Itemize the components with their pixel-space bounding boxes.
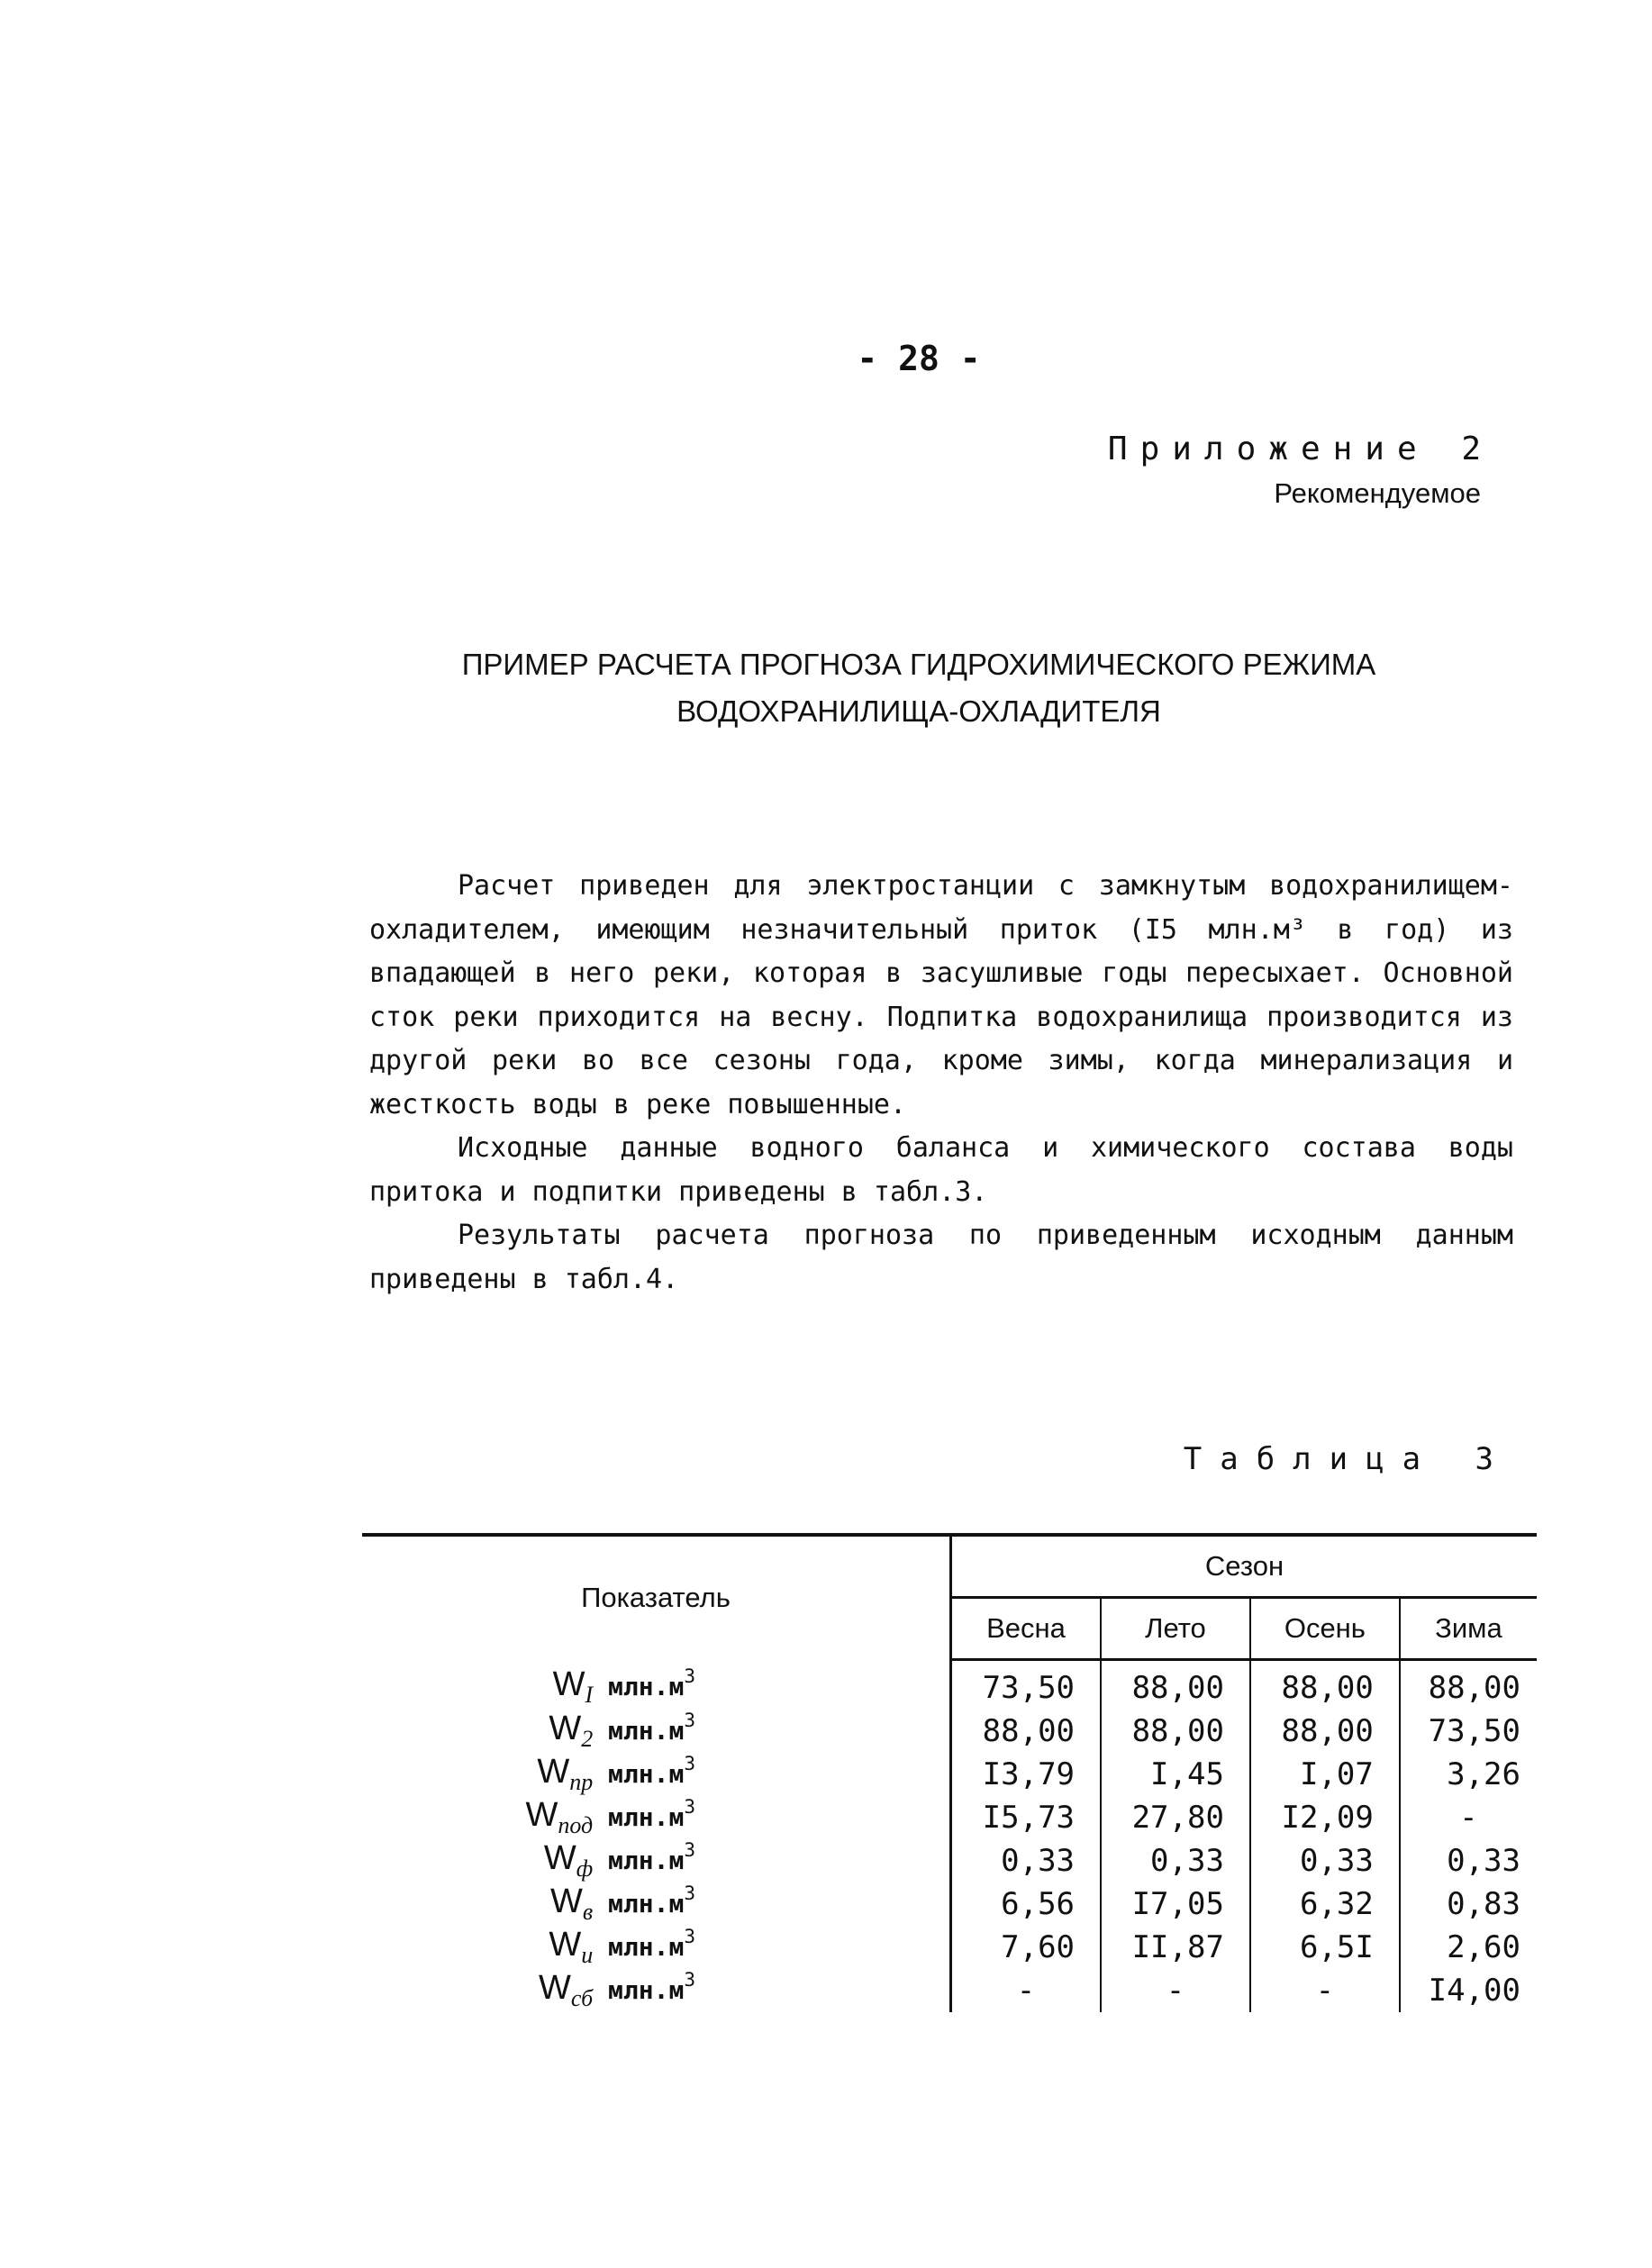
table-cell-winter: 0,33 (1447, 1843, 1520, 1879)
table-cell-spring: 6,56 (951, 1882, 1102, 1926)
row-indicator (362, 1926, 951, 1969)
indicator-subscript: пр (569, 1769, 594, 1795)
table-body (362, 1660, 1537, 2013)
table-cell-winter: - (1459, 1800, 1478, 1836)
table-cell-summer: 88,00 (1101, 1710, 1250, 1753)
header-season-autumn: Осень (1250, 1598, 1400, 1660)
table-cell-winter: 0,83 (1447, 1886, 1520, 1922)
header-indicator: Показатель (362, 1535, 951, 1660)
table-cell-autumn: I2,09 (1250, 1796, 1400, 1839)
indicator-symbol: W (537, 1753, 570, 1791)
table-cell-spring: I5,73 (951, 1796, 1102, 1839)
table-row (362, 1926, 1537, 1969)
indicator-symbol: W (552, 1665, 585, 1704)
unit-power: 3 (684, 1753, 695, 1774)
body-text (369, 865, 1513, 1302)
header-season-winter: Зима (1400, 1598, 1537, 1660)
appendix-status: Рекомендуемое (1274, 477, 1481, 509)
unit-power: 3 (684, 1839, 695, 1861)
table-caption: Таблица 3 (1183, 1441, 1511, 1477)
unit-power: 3 (684, 1926, 695, 1947)
table-cell-summer: 88,00 (1101, 1660, 1250, 1710)
indicator-unit: млн.м (593, 1975, 685, 2005)
header-season-spring: Весна (951, 1598, 1102, 1660)
table-row (362, 1710, 1537, 1753)
table-cell-autumn: - (1250, 1969, 1400, 2012)
row-indicator (362, 1660, 951, 1710)
table-cell-spring: 0,33 (951, 1839, 1102, 1882)
indicator-symbol: W (539, 1969, 571, 2007)
table-cell-summer: - (1101, 1969, 1250, 2012)
header-season-group: Сезон (951, 1535, 1538, 1598)
indicator-subscript: и (581, 1942, 594, 1968)
table-cell-spring: I3,79 (951, 1753, 1102, 1796)
unit-power: 3 (684, 1796, 695, 1818)
table-cell-autumn: 0,33 (1250, 1839, 1400, 1882)
table-row (362, 1753, 1537, 1796)
indicator-symbol: W (549, 1926, 582, 1964)
indicator-subscript: ф (576, 1855, 594, 1882)
indicator-subscript: под (558, 1812, 594, 1838)
unit-power: 3 (684, 1665, 695, 1688)
indicator-symbol: W (525, 1796, 558, 1834)
table-row (362, 1839, 1537, 1882)
indicator-subscript: в (582, 1899, 594, 1925)
unit-power: 3 (684, 1882, 695, 1904)
table-cell-summer: I7,05 (1101, 1882, 1250, 1926)
appendix-label: Приложение 2 (1107, 431, 1493, 467)
indicator-symbol: W (543, 1839, 576, 1877)
table-row (362, 1660, 1537, 1710)
table-cell-winter: I4,00 (1428, 1973, 1520, 2009)
table-cell-autumn: 6,5I (1250, 1926, 1400, 1969)
page-number: - 28 - (857, 339, 981, 378)
table-cell-spring: - (951, 1969, 1102, 2012)
table-row (362, 1796, 1537, 1839)
document-title (0, 641, 1652, 735)
row-indicator (362, 1839, 951, 1882)
water-balance-table (362, 1533, 1537, 2012)
indicator-subscript: I (585, 1682, 594, 1709)
title-line-2: ВОДОХРАНИЛИЩА-ОХЛАДИТЕЛЯ (676, 694, 1161, 728)
indicator-unit: млн.м (593, 1889, 685, 1919)
table-cell-winter: 73,50 (1428, 1713, 1520, 1749)
indicator-unit: млн.м (593, 1802, 685, 1832)
unit-power: 3 (684, 1710, 695, 1731)
table-cell-autumn: I,07 (1250, 1753, 1400, 1796)
indicator-subscript: сб (570, 1985, 594, 2011)
paragraph: Исходные данные водного баланса и химического состава воды притока и подпитки приведены в табл.3. (369, 1132, 1513, 1208)
header-season-summer: Лето (1101, 1598, 1250, 1660)
indicator-unit: млн.м (593, 1759, 685, 1789)
table-cell-summer: 0,33 (1101, 1839, 1250, 1882)
row-indicator (362, 1710, 951, 1753)
unit-power: 3 (684, 1969, 695, 1991)
table-cell-summer: I,45 (1101, 1753, 1250, 1796)
indicator-symbol: W (549, 1710, 582, 1747)
table-cell-spring: 88,00 (951, 1710, 1102, 1753)
indicator-unit: млн.м (593, 1932, 685, 1962)
table-cell-spring: 7,60 (951, 1926, 1102, 1969)
row-indicator (362, 1796, 951, 1839)
indicator-symbol: W (550, 1882, 583, 1920)
table-cell-summer: II,87 (1101, 1926, 1250, 1969)
row-indicator (362, 1753, 951, 1796)
indicator-subscript: 2 (581, 1726, 594, 1752)
indicator-unit: млн.м (593, 1716, 685, 1746)
paragraph: Результаты расчета прогноза по приведенным исходным данным приведены в табл.4. (369, 1220, 1513, 1295)
table-cell-summer: 27,80 (1101, 1796, 1250, 1839)
table-cell-winter: 3,26 (1447, 1756, 1520, 1792)
title-line-1: ПРИМЕР РАСЧЕТА ПРОГНОЗА ГИДРОХИМИЧЕСКОГО РЕЖИМА (461, 648, 1376, 681)
table-cell-autumn: 88,00 (1250, 1710, 1400, 1753)
table-cell-spring: 73,50 (951, 1660, 1102, 1710)
table-cell-autumn: 6,32 (1250, 1882, 1400, 1926)
indicator-unit: млн.м (593, 1846, 685, 1875)
table-row (362, 1969, 1537, 2012)
table-cell-winter: 2,60 (1447, 1929, 1520, 1965)
table-cell-winter: 88,00 (1428, 1670, 1520, 1706)
paragraph: Расчет приведен для электростанции с замкнутым водохранилищем-охладителем, имеющим незначительный приток (I5 млн.м³ в год) из впадающей в него реки, которая в засушливые годы пересыхает. Основной сток реки приходится на весну. Подпитка водохранилища производится из другой реки во все сезоны года, кроме зимы, когда минерализация и жесткость воды в реке повышенные. (369, 870, 1513, 1120)
row-indicator (362, 1882, 951, 1926)
table-row (362, 1882, 1537, 1926)
row-indicator (362, 1969, 951, 2012)
indicator-unit: млн.м (593, 1672, 685, 1702)
table-cell-autumn: 88,00 (1250, 1660, 1400, 1710)
